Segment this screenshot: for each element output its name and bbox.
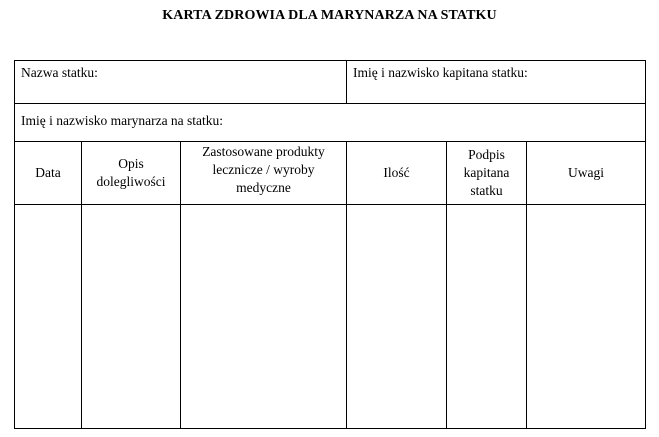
column-header-line: Ilość: [383, 165, 410, 180]
column-header-row: [15, 142, 646, 205]
entry-cell-data[interactable]: [15, 205, 82, 429]
health-card-table: [14, 60, 646, 429]
ship-captain-row: [15, 61, 646, 104]
entry-cell-uwagi[interactable]: [527, 205, 646, 429]
ship-name-field[interactable]: [15, 61, 347, 104]
column-header-line: Opis: [118, 156, 144, 171]
column-header-produkty: [181, 142, 347, 205]
column-header-ilosc: [347, 142, 447, 205]
seaman-name-field[interactable]: [15, 104, 646, 142]
column-header-line: lecznicze / wyroby: [212, 162, 315, 177]
column-header-line: kapitana: [463, 165, 510, 180]
column-header-line: Data: [35, 165, 61, 180]
column-header-line: medyczne: [236, 180, 291, 195]
column-header-podpis: [447, 142, 527, 205]
entry-cell-produkty[interactable]: [181, 205, 347, 429]
column-header-line: Uwagi: [568, 165, 604, 180]
entry-cell-podpis[interactable]: [447, 205, 527, 429]
column-header-uwagi: [527, 142, 646, 205]
document-title: KARTA ZDROWIA DLA MARYNARZA NA STATKU: [162, 8, 497, 23]
captain-name-label: Imię i nazwisko kapitana statku:: [353, 65, 528, 80]
column-header-line: Podpis: [468, 147, 505, 162]
column-header-data: [15, 142, 82, 205]
seaman-row: [15, 104, 646, 142]
column-header-opis: [82, 142, 181, 205]
captain-name-field[interactable]: [347, 61, 646, 104]
entry-cell-opis[interactable]: [82, 205, 181, 429]
entry-row: [15, 205, 646, 429]
column-header-line: Zastosowane produkty: [202, 144, 325, 159]
seaman-name-label: Imię i nazwisko marynarza na statku:: [21, 113, 224, 128]
ship-name-label: Nazwa statku:: [21, 65, 98, 80]
entry-cell-ilosc[interactable]: [347, 205, 447, 429]
column-header-line: dolegliwości: [96, 174, 166, 189]
column-header-line: statku: [470, 183, 503, 198]
